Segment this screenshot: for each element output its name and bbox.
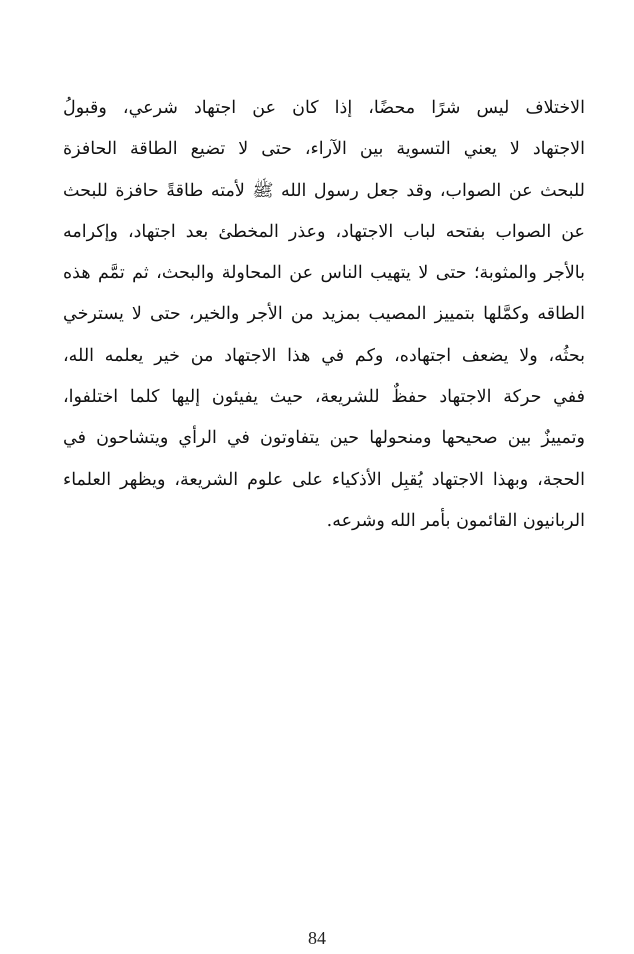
text-line: للبحث عن الصواب، وقد جعل رسول الله ﷺ لأمته طاقةً حافزة للبحث	[63, 180, 585, 201]
text-line: الحجة، وبهذا الاجتهاد يُقبِل الأذكياء على علوم الشريعة، ويظهر العلماء	[63, 469, 585, 490]
text-line: ففي حركة الاجتهاد حفظٌ للشريعة، حيث يفيئون إليها كلما اختلفوا،	[63, 387, 585, 408]
text-line: الطاقه وكمَّلها بتمييز المصيب بمزيد من الأجر والخير، حتى لا يسترخي	[63, 304, 585, 325]
text-line: الاختلاف ليس شرًا محضًا، إذا كان عن اجتهاد شرعي، وقبولُ	[63, 98, 585, 118]
text-line: وتمييزٌ بين صحيحها ومنحولها حين يتفاوتون في الرأي ويتشاحون في	[63, 428, 585, 449]
page-number: 84	[308, 928, 326, 948]
text-line: بحثُه، ولا يضعف اجتهاده، وكم في هذا الاجتهاد من خير يعلمه الله،	[63, 345, 585, 366]
text-line-last: الربانيون القائمون بأمر الله وشرعه.	[326, 510, 585, 531]
text-line: الاجتهاد لا يعني التسوية بين الآراء، حتى لا تضيع الطاقة الحافزة	[63, 139, 585, 160]
body-text	[63, 88, 585, 542]
text-line: عن الصواب بفتحه لباب الاجتهاد، وعذر المخطئ بعد اجتهاد، وإكرامه	[63, 221, 585, 242]
text-line: بالأجر والمثوبة؛ حتى لا يتهيب الناس عن المحاولة والبحث، ثم تمَّم هذه	[63, 263, 585, 284]
